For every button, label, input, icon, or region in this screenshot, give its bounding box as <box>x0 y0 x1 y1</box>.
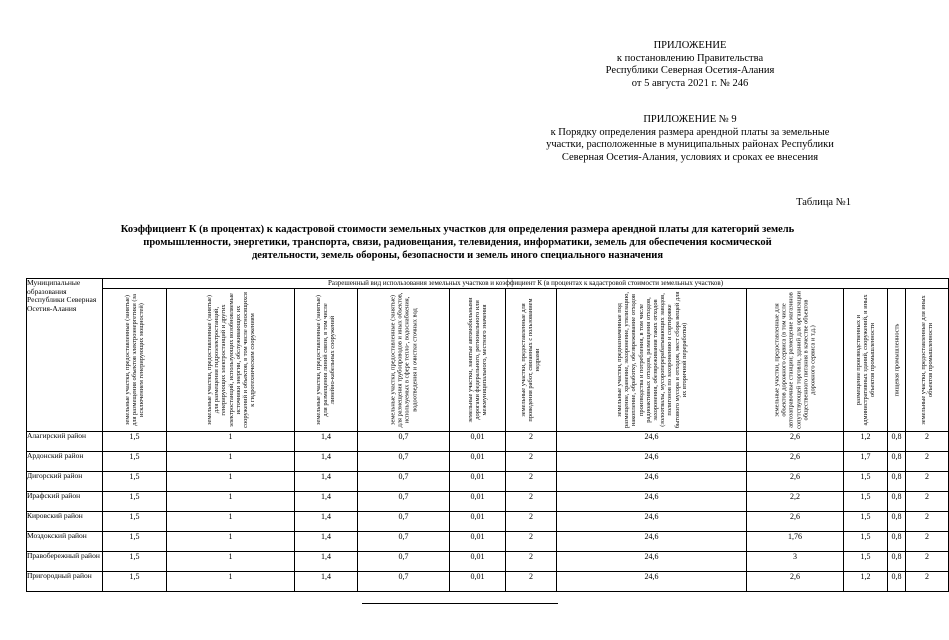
coefficient-cell: 2,6 <box>747 432 844 452</box>
coefficient-cell: 2 <box>906 532 949 552</box>
coefficient-cell: 1 <box>167 572 295 592</box>
region-name: Моздокский район <box>27 532 103 552</box>
coefficient-cell: 1,2 <box>844 432 888 452</box>
appendix-line: ПРИЛОЖЕНИЕ <box>653 40 727 51</box>
region-name: Правобережный район <box>27 552 103 572</box>
coefficient-cell: 0,01 <box>450 572 506 592</box>
coefficient-cell: 1,5 <box>103 492 167 512</box>
coefficient-cell: 0,8 <box>888 552 906 572</box>
appendix-9-line: к Порядку определения размера арендной платы за земельные <box>550 126 830 138</box>
region-name: Ирафский район <box>27 492 103 512</box>
coefficient-cell: 1,4 <box>295 552 358 572</box>
coefficient-cell: 1,4 <box>295 512 358 532</box>
coefficient-cell: 3 <box>747 552 844 572</box>
coefficient-cell: 1,5 <box>103 472 167 492</box>
coefficient-cell: 24,6 <box>557 432 747 452</box>
coefficient-cell: 0,01 <box>450 512 506 532</box>
column-header <box>557 289 747 432</box>
coefficient-cell: 1,4 <box>295 572 358 592</box>
coefficient-cell: 2 <box>506 532 557 552</box>
coefficient-cell: 1 <box>167 492 295 512</box>
coefficient-cell: 24,6 <box>557 512 747 532</box>
header-row <box>27 279 949 289</box>
coefficient-cell: 2,6 <box>747 572 844 592</box>
appendix-9-header <box>505 114 875 164</box>
coefficient-cell: 2 <box>506 472 557 492</box>
coefficient-cell: 1,5 <box>103 572 167 592</box>
coefficient-cell: 2 <box>906 512 949 532</box>
title-line: Коэффициент К (в процентах) к кадастровой стоимости земельных участков для определения размера арендной платы для категорий земель <box>120 224 795 235</box>
region-name: Кировский район <box>27 512 103 532</box>
coefficient-cell: 2 <box>906 492 949 512</box>
coefficient-cell: 0,8 <box>888 472 906 492</box>
coefficient-cell: 24,6 <box>557 492 747 512</box>
coefficient-cell: 1,4 <box>295 432 358 452</box>
coefficient-cell: 0,01 <box>450 432 506 452</box>
coefficient-cell: 2 <box>506 552 557 572</box>
table-row <box>27 492 949 512</box>
coefficient-cell: 1,5 <box>103 512 167 532</box>
column-header-text: земельные участки, предоставленные (занятые) для размещения гидроэлектростанций, генерирующих электростанций и других электростанций, использующих возобновляемые источники энергии, обслуживающих их сооружений и объектов, в том числе относящихся к гидротехническим сооружениям <box>205 292 256 428</box>
coefficient-cell: 2 <box>906 552 949 572</box>
region-column-header: Муниципальные образования Республики Северная Осетия-Алания <box>27 279 103 432</box>
coefficient-cell: 2,6 <box>747 512 844 532</box>
coefficient-cell: 24,6 <box>557 552 747 572</box>
column-header <box>747 289 844 432</box>
coefficient-cell: 0,01 <box>450 552 506 572</box>
usage-span-header: Разрешенный вид использования земельных участков и коэффициент К (в процентах к кадастровой стоимости земельных участков) <box>103 279 949 289</box>
region-name: Дигорский район <box>27 472 103 492</box>
coefficient-cell: 0,7 <box>358 512 450 532</box>
coefficient-cell: 1 <box>167 512 295 532</box>
coefficient-cell: 0,8 <box>888 572 906 592</box>
column-header-text: земельные участки, предоставленные для иных объектов промышленности <box>919 295 935 425</box>
region-name: Пригородный район <box>27 572 103 592</box>
column-header <box>888 289 906 432</box>
coefficient-cell: 1,76 <box>747 532 844 552</box>
coefficient-cell: 0,8 <box>888 492 906 512</box>
coefficient-cell: 24,6 <box>557 532 747 552</box>
coefficient-cell: 1,4 <box>295 452 358 472</box>
title-line: промышленности, энергетики, транспорта, связи, радиовещания, телевидения, информатики, земель для обеспечения космической <box>143 237 772 248</box>
column-header <box>450 289 506 432</box>
table-row <box>27 552 949 572</box>
coefficient-cell: 1,2 <box>844 572 888 592</box>
column-header-text: земельные участки, предоставленные (занятые) для размещения трубопроводов и иных объектов, используемых в сфере тепло-, водоснабжения, водоотведения и очистки сточных вод <box>389 292 418 428</box>
table-row <box>27 472 949 492</box>
coefficient-cell: 1,5 <box>844 532 888 552</box>
coefficient-cell: 2 <box>906 472 949 492</box>
coefficient-cell: 24,6 <box>557 452 747 472</box>
coefficient-cell: 1,5 <box>844 472 888 492</box>
coefficient-cell: 0,01 <box>450 472 506 492</box>
appendix-line: к постановлению Правительства <box>616 52 764 64</box>
coefficient-cell: 1,5 <box>844 552 888 572</box>
coefficient-cell: 0,8 <box>888 532 906 552</box>
coefficient-cell: 2 <box>506 512 557 532</box>
coefficient-table <box>26 278 949 592</box>
coefficient-cell: 1,5 <box>103 552 167 572</box>
coefficient-cell: 1,5 <box>844 492 888 512</box>
coefficient-cell: 1,7 <box>844 452 888 472</box>
appendix-9-line: ПРИЛОЖЕНИЕ № 9 <box>643 114 737 125</box>
appendix-9-line: участки, расположенные в муниципальных районах Республики <box>546 139 834 150</box>
coefficient-cell: 1,4 <box>295 492 358 512</box>
coefficient-cell: 0,8 <box>888 512 906 532</box>
coefficient-cell: 2 <box>906 572 949 592</box>
coefficient-cell: 1,5 <box>103 432 167 452</box>
column-header <box>906 289 949 432</box>
column-header-text: земельные участки, предназначенные под размещение, хранение, захоронение, утилизацию, накопление, обработку, обезвреживание отходов производства и потребления, в том числе радиоактивных отходов, размещения отходов, захоронения, обезвреживания таких отходов (золоотвалы, мусороперерабатывающих заводов, полигонов по захоронению и сортировке бытового мусора и отходов, мест сбора вещей для их вторичной переработки) <box>615 291 688 429</box>
coefficient-cell: 1,4 <box>295 472 358 492</box>
coefficient-cell: 2 <box>906 452 949 472</box>
column-header-text: земельные участки, предоставленные для объектов дорожного сервиса (в том числе автозаправочные станции; размещение магазинов сопутствующей торговли, зданий для организации общественного питания в качестве объектов дорожного сервиса и т.д.) <box>773 291 817 429</box>
coefficient-cell: 0,01 <box>450 452 506 472</box>
appendix-line: от 5 августа 2021 г. № 246 <box>631 77 749 89</box>
coefficient-cell: 1,4 <box>295 532 358 552</box>
column-header-text: размещение производственных и административных зданий, сооружений, и иных объектов промышленности <box>854 294 877 426</box>
title-line: деятельности, земель обороны, безопасности и земель иного специального назначения <box>251 250 664 261</box>
region-name: Алагирский район <box>27 432 103 452</box>
coefficient-cell: 0,01 <box>450 492 506 512</box>
coefficient-cell: 0,8 <box>888 452 906 472</box>
coefficient-cell: 2 <box>906 432 949 452</box>
column-header-row <box>27 289 949 432</box>
column-header <box>103 289 167 432</box>
column-header-text: земельные участки, занятые автомобильными дорогами федерального, регионального или межмуниципального, местного значения <box>466 297 489 423</box>
coefficient-cell: 0,7 <box>358 452 450 472</box>
column-header-text: пищевая промышленность <box>892 323 900 397</box>
coefficient-cell: 2,2 <box>747 492 844 512</box>
table-body <box>27 432 949 592</box>
appendix-9-line: Северная Осетия-Алания, условиях и сроках ее внесения <box>561 151 819 163</box>
coefficient-cell: 0,7 <box>358 552 450 572</box>
column-header <box>506 289 557 432</box>
coefficient-cell: 1 <box>167 452 295 472</box>
table-row <box>27 512 949 532</box>
column-header <box>295 289 358 432</box>
table-row <box>27 432 949 452</box>
coefficient-cell: 2 <box>506 432 557 452</box>
table-number: Таблица №1 <box>796 197 851 208</box>
column-header <box>844 289 888 432</box>
table-row <box>27 532 949 552</box>
column-header <box>358 289 450 432</box>
coefficient-cell: 24,6 <box>557 572 747 592</box>
column-header <box>167 289 295 432</box>
coefficient-cell: 0,8 <box>888 432 906 452</box>
table-row <box>27 572 949 592</box>
coefficient-cell: 2,6 <box>747 472 844 492</box>
coefficient-cell: 1 <box>167 432 295 452</box>
coefficient-cell: 2 <box>506 492 557 512</box>
document-title <box>70 223 845 262</box>
signature-line <box>362 603 558 604</box>
coefficient-cell: 2,6 <box>747 452 844 472</box>
coefficient-cell: 1,5 <box>103 452 167 472</box>
coefficient-cell: 2 <box>506 572 557 592</box>
column-header-text: земельные участки, предоставленные (занятые) для размещения объектов электроэнергетики (за исключением генерирующих мощностей) <box>123 294 146 426</box>
coefficient-cell: 0,7 <box>358 432 450 452</box>
coefficient-cell: 0,7 <box>358 492 450 512</box>
appendix-header <box>560 40 820 90</box>
coefficient-cell: 2 <box>506 452 557 472</box>
coefficient-cell: 0,7 <box>358 472 450 492</box>
coefficient-cell: 0,7 <box>358 532 450 552</box>
coefficient-cell: 1,5 <box>844 512 888 532</box>
table-row <box>27 452 949 472</box>
region-name: Ардонский район <box>27 452 103 472</box>
column-header-text: земельные участки, предоставленные (занятые) для размещения линий связи, в том числе линейно-кабельных сооружений <box>315 294 337 426</box>
coefficient-cell: 1,5 <box>103 532 167 552</box>
coefficient-cell: 1 <box>167 532 295 552</box>
column-header-text: земельные участки, предоставленные для проведения работ, связанных с пользованием недрами <box>520 298 542 422</box>
coefficient-cell: 1 <box>167 552 295 572</box>
coefficient-cell: 0,7 <box>358 572 450 592</box>
coefficient-cell: 24,6 <box>557 472 747 492</box>
coefficient-cell: 0,01 <box>450 532 506 552</box>
coefficient-cell: 1 <box>167 472 295 492</box>
appendix-line: Республики Северная Осетия-Алания <box>605 65 775 76</box>
